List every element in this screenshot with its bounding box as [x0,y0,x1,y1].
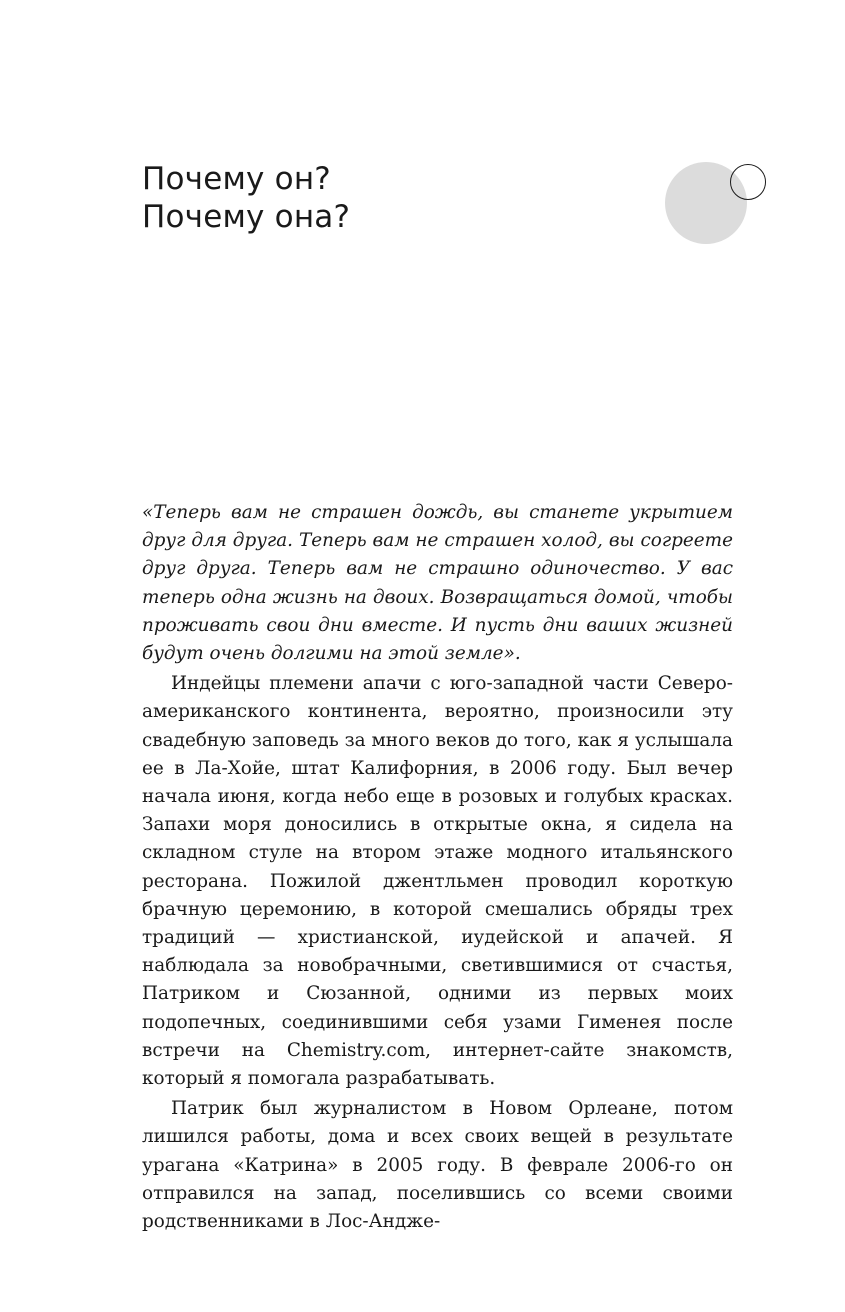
chapter-body [142,499,733,1236]
chapter-title [142,160,350,236]
body-paragraph-2: Патрик был журналистом в Новом Орлеане, потом лишился работы, дома и всех своих вещей в результате урагана «Катрина» в 2005 году. В феврале 2006-го он отправился на запад, поселившись со всеми своими родственниками в Лос-Андже- [142,1098,733,1233]
chapter-title-line-1: Почему он? [142,161,331,197]
chapter-title-line-2: Почему она? [142,199,351,235]
body-paragraph-1: Индейцы племени апачи с юго-западной части Северо-американского континента, вероятно, произносили эту свадебную заповедь за много веков до того, как я услышала ее в Ла-Хойе, штат Калифорния, в 2006 году. Был вечер начала июня, когда небо еще в розовых и голубых красках. Запахи моря доносились в открытые окна, я сидела на складном стуле на втором этаже модного итальянского ресторана. Пожилой джентльмен проводил короткую брачную церемонию, в которой смешались обряды трех традиций — христианской, иудейской и апачей. Я наблюдала за новобрачными, светившимися от счастья, Патриком и Сюзанной, одними из первых моих подопечных, соединившими себя узами Гименея после встречи на Chemistry.com, интернет-сайте знакомств, который я помогала разрабатывать. [142,673,733,1090]
decorative-outline-circle-icon [730,164,766,200]
epigraph: «Теперь вам не страшен дождь, вы станете укрытием друг для друга. Теперь вам не страшен холод, вы согреете друг друга. Теперь вам не страшно одиночество. У вас теперь одна жизнь на двоих. Возвращаться домой, чтобы проживать свои дни вместе. И пусть дни ваших жизней будут очень долгими на этой земле». [142,502,733,665]
